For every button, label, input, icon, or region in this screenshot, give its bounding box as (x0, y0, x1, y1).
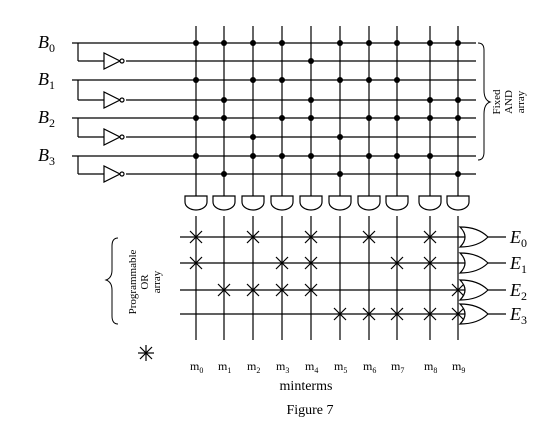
input-label-sub: 1 (49, 78, 55, 92)
and-gates (185, 196, 469, 210)
and-array-label-line3: array (515, 90, 527, 114)
and-connection-dot (193, 153, 199, 159)
and-connection-dot (366, 40, 372, 46)
minterm-label: $m_6$ (363, 359, 377, 375)
inverter-triangle (104, 53, 120, 69)
and-connection-dot (250, 77, 256, 83)
minterms-label: minterms (279, 379, 333, 394)
minterm-label: $m_8$ (424, 359, 438, 375)
minterm-label-sub: 3 (285, 366, 290, 375)
and-connection-dot (193, 77, 199, 83)
minterm-label: $m_5$ (334, 359, 348, 375)
and-connection-dot (279, 115, 285, 121)
and-connection-dot (394, 40, 400, 46)
input-label: $B_1$ (38, 69, 55, 92)
minterm-label-sub: 9 (461, 366, 466, 375)
minterm-label-sub: 8 (433, 366, 438, 375)
and-gate (358, 196, 380, 210)
and-connection-dot (193, 40, 199, 46)
minterm-label: $m_0$ (190, 359, 204, 375)
input-label: $B_2$ (38, 107, 55, 130)
and-connection-dot (221, 97, 227, 103)
and-connection-dot (221, 115, 227, 121)
minterm-label-sub: 4 (314, 366, 319, 375)
and-connection-dot (250, 134, 256, 140)
minterm-label-sub: 1 (227, 366, 232, 375)
minterm-label: $m_9$ (452, 359, 466, 375)
and-connection-dot (427, 97, 433, 103)
minterm-label-sub: 6 (372, 366, 377, 375)
and-connection-dot (221, 171, 227, 177)
minterm-label-sub: 2 (256, 366, 261, 375)
inverter-triangle (104, 129, 120, 145)
and-connection-dot (427, 40, 433, 46)
inverter-triangle (104, 92, 120, 108)
and-connection-dot (250, 40, 256, 46)
and-connection-dot (337, 40, 343, 46)
output-label-sub: 1 (521, 262, 527, 276)
and-connection-dot (427, 115, 433, 121)
and-gate (447, 196, 469, 210)
minterm-label: $m_1$ (218, 359, 232, 375)
or-gates (460, 227, 506, 324)
input-label: $B_0$ (38, 32, 55, 55)
and-connection-dot (308, 58, 314, 64)
and-connection-dot (366, 153, 372, 159)
and-connection-dot (308, 97, 314, 103)
and-connection-dot (250, 153, 256, 159)
and-gate (185, 196, 207, 210)
and-connection-dot (366, 77, 372, 83)
and-connection-dot (337, 134, 343, 140)
inverter-bubble (120, 59, 124, 63)
input-label-sub: 2 (49, 116, 55, 130)
output-label: $E_2$ (510, 280, 527, 303)
minterm-label-sub: 7 (400, 366, 405, 375)
output-label: $E_1$ (510, 253, 527, 276)
and-connection-dot (279, 153, 285, 159)
input-label-sub: 3 (49, 154, 55, 168)
output-label-sub: 0 (521, 236, 527, 250)
minterm-label-sub: 0 (199, 366, 204, 375)
inverter-triangle (104, 166, 120, 182)
and-array-brace-right (478, 43, 490, 160)
inverter-bubble (120, 135, 124, 139)
and-connection-dot (308, 115, 314, 121)
and-connection-dot (279, 40, 285, 46)
minterm-label: $m_7$ (391, 359, 405, 375)
minterm-label: $m_4$ (305, 359, 319, 375)
and-connection-dot (394, 115, 400, 121)
and-array-lines (72, 26, 476, 196)
or-array-fuse-marks (190, 231, 464, 320)
and-array-label-line2: AND (503, 90, 515, 114)
figure-caption: Figure 7 (286, 403, 334, 418)
and-array-label-line1: Fixed (491, 89, 503, 115)
and-gate (242, 196, 264, 210)
and-gate (213, 196, 235, 210)
or-array-label-line3: array (151, 270, 163, 294)
output-label-sub: 2 (521, 289, 527, 303)
and-connection-dot (455, 40, 461, 46)
and-gate (386, 196, 408, 210)
and-gate (419, 196, 441, 210)
and-connection-dot (366, 115, 372, 121)
minterm-label: $m_2$ (247, 359, 261, 375)
and-gate (271, 196, 293, 210)
or-array-brace-left (106, 238, 118, 324)
and-connection-dot (394, 153, 400, 159)
and-gate (329, 196, 351, 210)
fuse-mark-legend-icon (138, 345, 154, 361)
and-connection-dot (308, 153, 314, 159)
input-label: $B_3$ (38, 145, 55, 168)
output-label-sub: 3 (521, 313, 527, 327)
or-array-label-line2: OR (139, 274, 151, 290)
and-connection-dot (455, 115, 461, 121)
and-connection-dot (337, 77, 343, 83)
and-connection-dot (455, 171, 461, 177)
and-connection-dot (221, 40, 227, 46)
and-gate (300, 196, 322, 210)
and-connection-dot (455, 97, 461, 103)
inverter-bubble (120, 98, 124, 102)
and-connection-dot (193, 115, 199, 121)
and-connection-dot (427, 153, 433, 159)
inverter-bubble (120, 172, 124, 176)
minterm-label: $m_3$ (276, 359, 290, 375)
or-array-lines (180, 216, 466, 340)
input-label-sub: 0 (49, 41, 55, 55)
output-label: $E_0$ (510, 227, 527, 250)
minterm-label-sub: 5 (343, 366, 348, 375)
output-label: $E_3$ (510, 304, 527, 327)
and-connection-dot (337, 171, 343, 177)
and-connection-dot (279, 77, 285, 83)
and-connection-dot (394, 77, 400, 83)
or-array-label-line1: Programmable (127, 249, 139, 315)
